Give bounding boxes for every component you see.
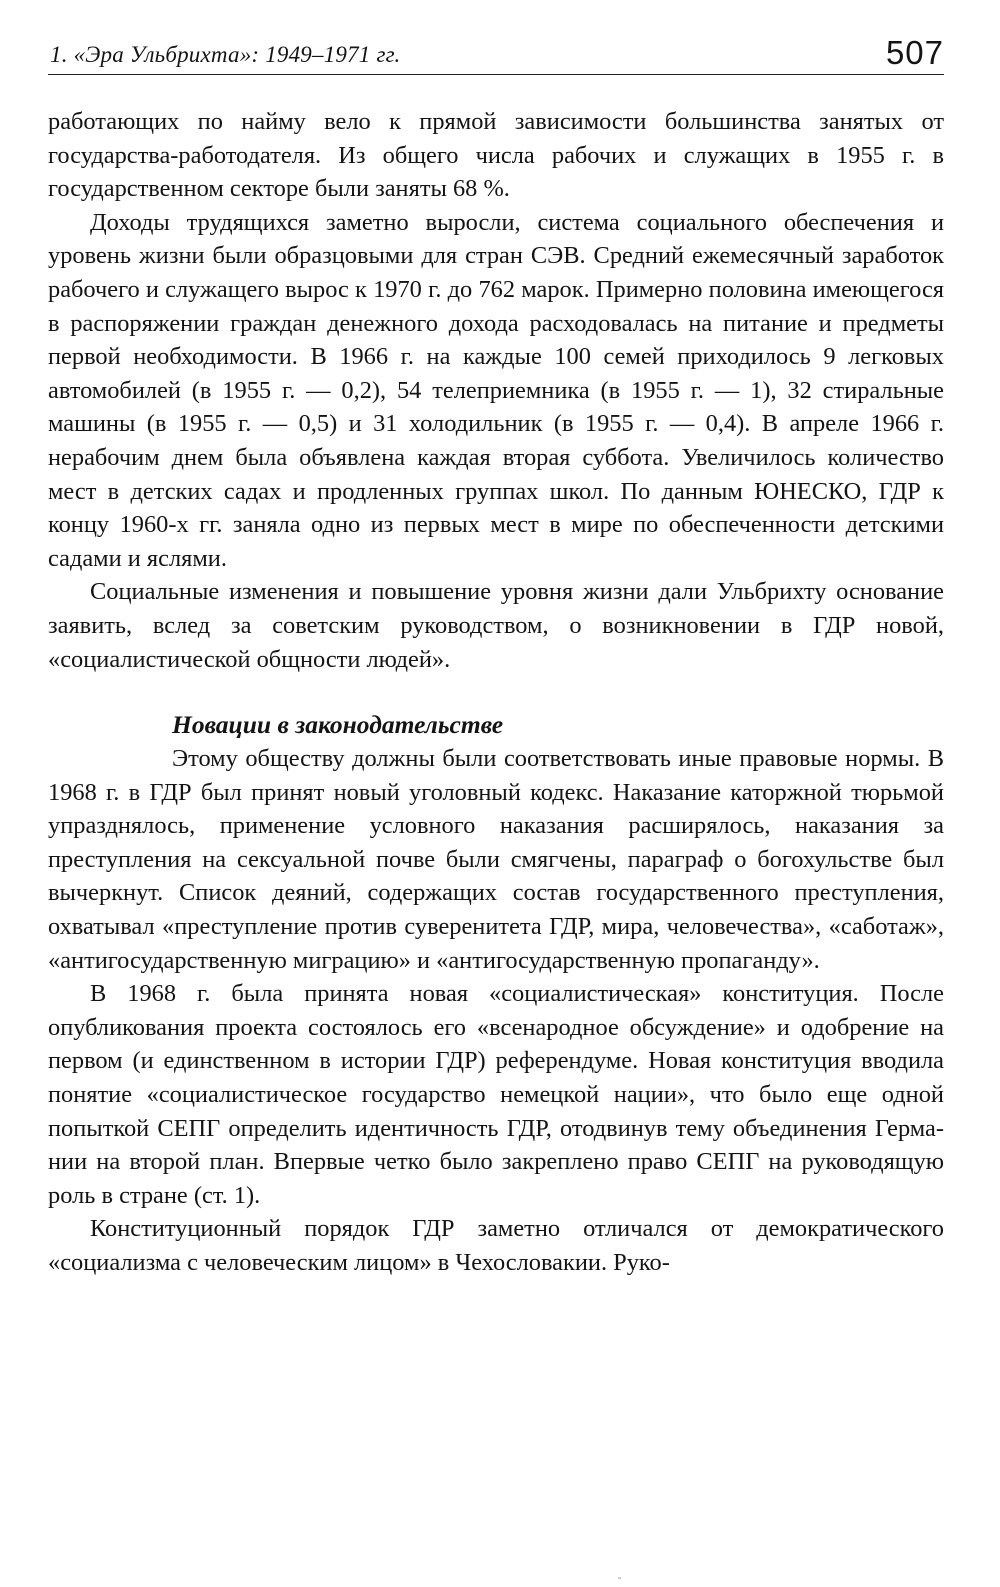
book-page <box>48 28 944 1280</box>
paragraph: Социальные изменения и повышение уровня жизни дали Ульбрихту основание заявить, вслед за советским руководством, о возникновении в ГДР новой, «социалистической общности людей». <box>48 578 944 673</box>
paragraph: Этому обществу должны были соответствовать иные правовые нормы. В 1968 г. в ГДР был принят новый уголовный кодекс. Наказание каторжной тюрьмой упразднялось, применение условного наказания расширялось, наказания за преступления на сексуальной почве были смягчены, параграф о богохульстве был вычеркнут. Список деяний, содержащих состав государственного преступления, охватывал «преступление против суверенитета ГДР, мира, человечества», «саботаж», «антигосударственную миграцию» и «антигосударственную пропаганду». <box>48 745 944 974</box>
paragraph: Доходы трудящихся заметно выросли, система социального обеспечения и уровень жизни были образцовыми для стран СЭВ. Средний ежемесячный заработок рабочего и служащего вырос к 1970 г. до 762 марок. Примерно половина имеющегося в распоряжении граждан денежного дохода расходовалась на питание и предметы первой необходимости. В 1966 г. на каждые 100 семей приходилось 9 легковых автомобилей (в 1955 г. — 0,2), 54 телеприемника (в 1955 г. — 1), 32 стиральные машины (в 1955 г. — 0,5) и 31 холодильник (в 1955 г. — 0,4). В апреле 1966 г. нерабочим днем была объявлена каждая вторая суббота. Увеличилось количество мест в детских садах и продленных группах школ. По данным ЮНЕСКО, ГДР к концу 1960-х гг. заняла одно из первых мест в мире по обеспеченности детскими садами и яслями. <box>48 208 944 572</box>
scan-speck <box>618 1577 621 1579</box>
section-heading: Новации в законодательстве <box>172 710 504 740</box>
page-number: 507 <box>885 34 944 71</box>
paragraph: работающих по найму вело к прямой зависимости большинства занятых от государства-работодателя. Из общего числа рабочих и служащих в 1955 г. в государственном секторе были заняты 68 %. <box>48 108 944 203</box>
running-title: 1. «Эра Ульбрихта»: 1949–1971 гг. <box>50 42 401 67</box>
running-head <box>48 28 944 75</box>
paragraph: В 1968 г. была принята новая «социалистическая» конституция. После опубликования проекта состоялось его «всенародное обсуждение» и одобрение на первом (и единственном в истории ГДР) референдуме. Новая конституция вводила понятие «социалистическое государство немецкой нации», что было еще одной попыткой СЕПГ определить идентичность ГДР, отодвинув тему объединения Германии на второй план. Впервые четко было закреплено право СЕПГ на руководящую роль в стране (ст. 1). <box>48 980 944 1209</box>
paragraph: Конституционный порядок ГДР заметно отличался от демократического «социализма с человеческим лицом» в Чехословакии. Руко- <box>48 1215 944 1276</box>
body-text <box>48 105 944 1280</box>
